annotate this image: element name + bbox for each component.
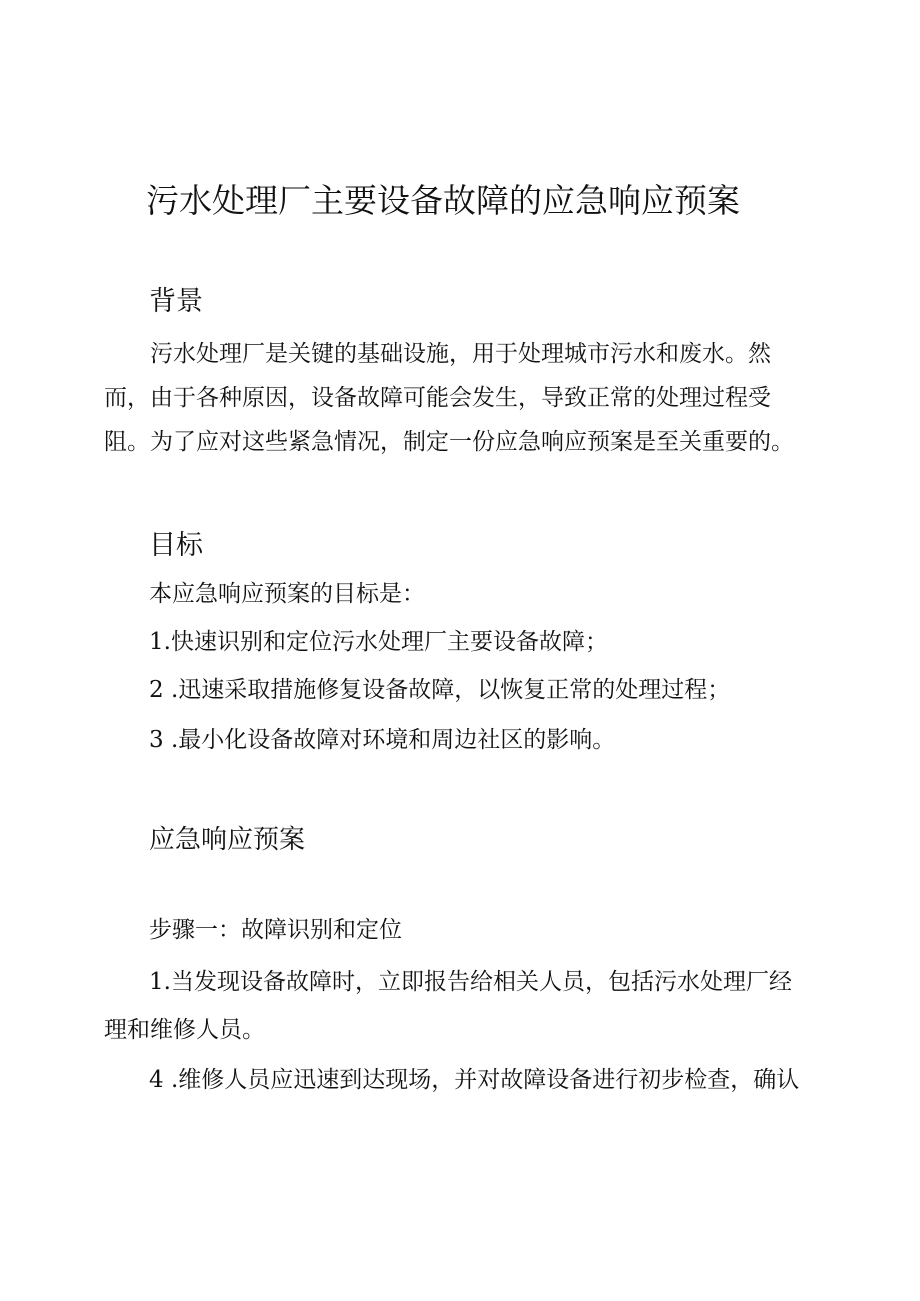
goals-item-2: 2 .迅速采取措施修复设备故障，以恢复正常的处理过程； <box>149 677 731 703</box>
plan-heading: 应急响应预案 <box>149 825 306 855</box>
background-paragraph <box>104 332 804 464</box>
goals-item-3: 3 .最小化设备故障对环境和周边社区的影响。 <box>149 727 616 753</box>
goals-item-1: 1.快速识别和定位污水处理厂主要设备故障； <box>149 629 608 655</box>
background-heading: 背景 <box>149 286 203 317</box>
step1-item2: 4 .维修人员应迅速到达现场，并对故障设备进行初步检查，确认 <box>149 1067 800 1093</box>
background-line-1: 污水处理厂是关键的基础设施，用于处理城市污水和废水。然 <box>150 341 771 367</box>
goals-heading: 目标 <box>149 530 203 561</box>
background-line-3: 阻。为了应对这些紧急情况，制定一份应急响应预案是至关重要的。 <box>104 429 794 455</box>
step1-item1-line-1: 1.当发现设备故障时，立即报告给相关人员，包括污水处理厂经 <box>149 969 792 995</box>
document-title: 污水处理厂主要设备故障的应急响应预案 <box>146 181 740 220</box>
step1-title: 步骤一：故障识别和定位 <box>149 917 402 943</box>
goals-intro: 本应急响应预案的目标是： <box>149 581 425 607</box>
background-line-2: 而，由于各种原因，设备故障可能会发生，导致正常的处理过程受 <box>104 385 771 411</box>
step1-item1-line-2: 理和维修人员。 <box>104 1017 265 1043</box>
